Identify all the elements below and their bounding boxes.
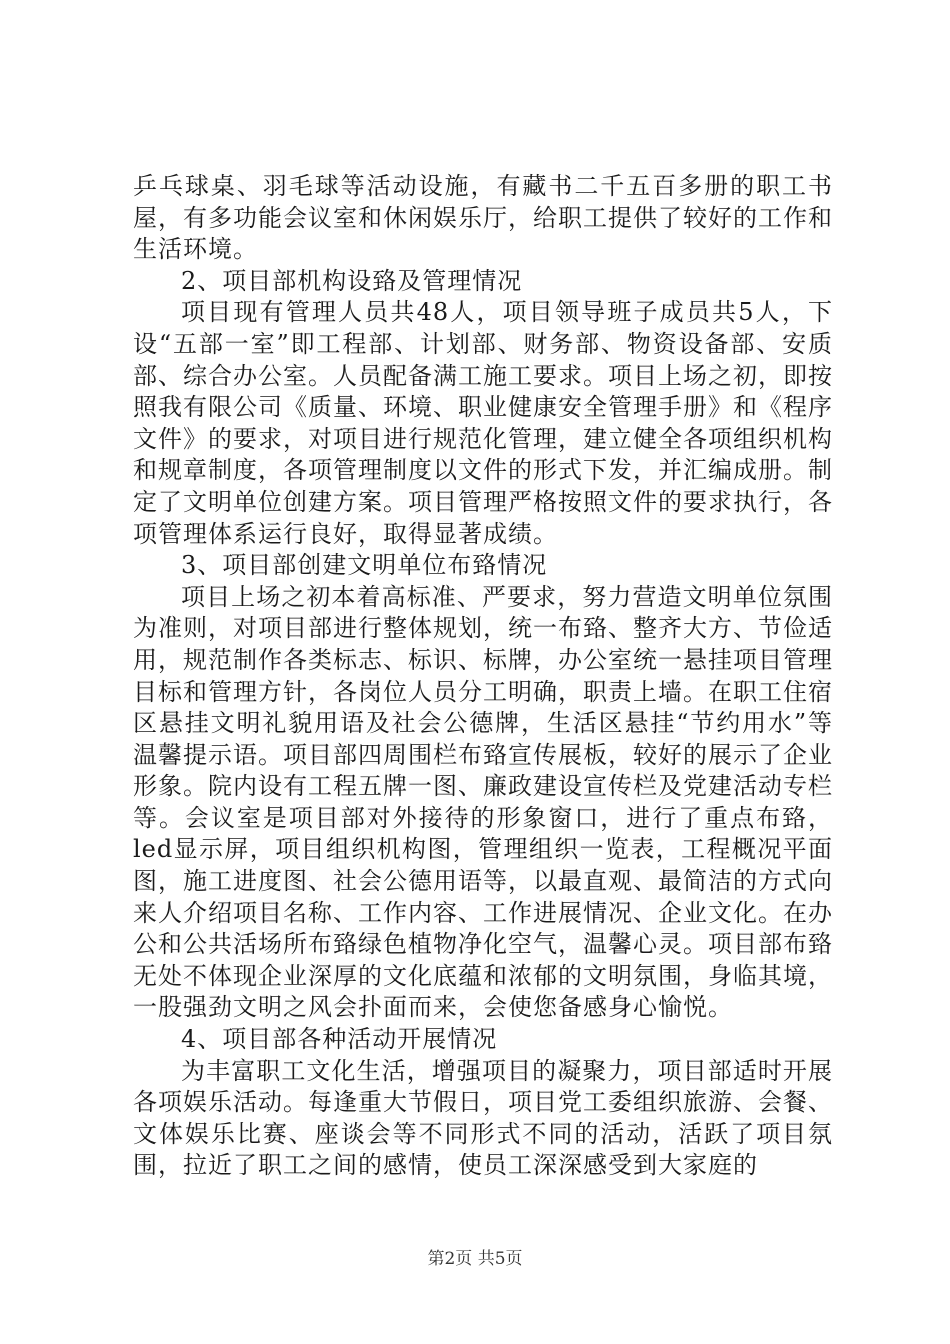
section-heading-2: 2、项目部机构设臵及管理情况 xyxy=(181,266,523,295)
section-heading-4: 4、项目部各种活动开展情况 xyxy=(181,1025,498,1054)
section-heading-3: 3、项目部创建文明单位布臵情况 xyxy=(181,551,548,580)
paragraph-layout: 项目上场之初本着高标准、严要求，努力营造文明单位氛围为准则，对项目部进行整体规划，统一布臵、整齐大方、节俭适用，规范制作各类标志、标识、标牌，办公室统一悬挂项目管理目标和管理方针，各岗位人员分工明确，职责上墙。在职工住宿区悬挂文明礼貌用语及社会公德牌，生活区悬挂“节约用水”等温馨提示语。项目部四周围栏布臵宣传展板，较好的展示了企业形象。院内设有工程五牌一图、廉政建设宣传栏及党建活动专栏等。会议室是项目部对外接待的形象窗口，进行了重点布臵，led显示屏，项目组织机构图，管理组织一览表，工程概况平面图，施工进度图、社会公德用语等，以最直观、最简洁的方式向来人介绍项目名称、工作内容、工作进展情况、企业文化。在办公和公共活场所布臵绿色植物净化空气，温馨心灵。项目部布臵无处不体现企业深厚的文化底蕴和浓郁的文明氛围，身临其境，一股强劲文明之风会扑面而来，会使您备感身心愉悦。 xyxy=(133,582,833,1022)
page-footer: 第2页 共5页 xyxy=(427,1249,523,1269)
document-body xyxy=(133,171,833,1182)
paragraph-continuation: 乒乓球桌、羽毛球等活动设施，有藏书二千五百多册的职工书屋，有多功能会议室和休闲娱乐厅，给职工提供了较好的工作和生活环境。 xyxy=(133,172,833,264)
paragraph-activities: 为丰富职工文化生活，增强项目的凝聚力，项目部适时开展各项娱乐活动。每逢重大节假日，项目党工委组织旅游、会餐、文体娱乐比赛、座谈会等不同形式不同的活动，活跃了项目氛围，拉近了职工之间的感情，使员工深深感受到大家庭的 xyxy=(133,1056,833,1180)
paragraph-organization: 项目现有管理人员共48人，项目领导班子成员共5人，下设“五部一室”即工程部、计划部、财务部、物资设备部、安质部、综合办公室。人员配备满工施工要求。项目上场之初，即按照我有限公司《质量、环境、职业健康安全管理手册》和《程序文件》的要求，对项目进行规范化管理，建立健全各项组织机构和规章制度，各项管理制度以文件的形式下发，并汇编成册。制定了文明单位创建方案。项目管理严格按照文件的要求执行，各项管理体系运行良好，取得显著成绩。 xyxy=(133,298,833,548)
